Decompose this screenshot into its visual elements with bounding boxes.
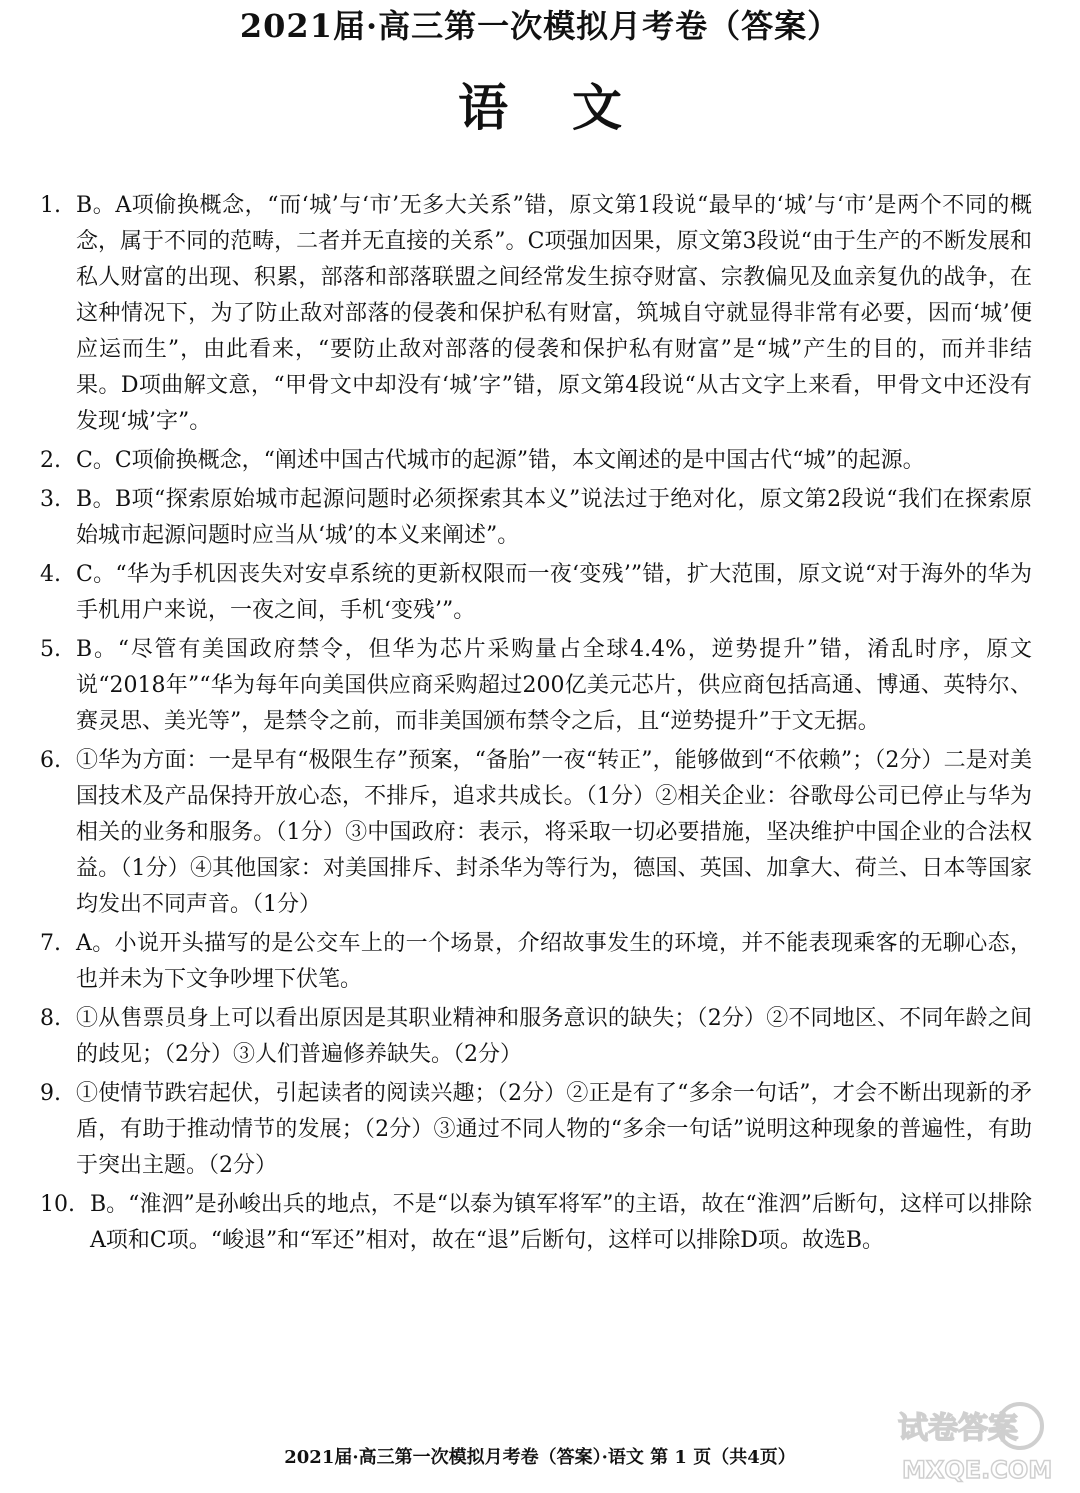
answer-number: 9. [40,1081,61,1106]
answer-text: B。B项“探索原始城市起源问题时必须探索其本义”说法过于绝对化，原文第2段说“我们在探索原始城市起源问题时应当从‘城’的本义来阐述”。 [76,487,1032,548]
watermark-site: MXQE.COM [902,1456,1053,1484]
answer-item [40,482,1032,554]
answer-text: B。“尽管有美国政府禁令，但华为芯片采购量占全球4.4%，逆势提升”错，淆乱时序，原文说“2018年”“华为每年向美国供应商采购超过200亿美元芯片，供应商包括高通、博通、英特尔、赛灵思、美光等”，是禁令之前，而非美国颁布禁令之后，且“逆势提升”于文无据。 [76,637,1032,734]
answer-number: 7. [40,931,61,956]
page-footer: 2021届·高三第一次模拟月考卷（答案）·语文 第 1 页（共4页） [284,1447,796,1468]
answer-item [40,743,1032,923]
answer-item [40,1187,1032,1259]
answer-text: B。A项偷换概念，“而‘城’与‘市’无多大关系”错，原文第1段说“最早的‘城’与‘市’是两个不同的概念，属于不同的范畴，二者并无直接的关系”。C项强加因果，原文第3段说“由于生产的不断发展和私人财富的出现、积累，部落和部落联盟之间经常发生掠夺财富、宗教偏见及血亲复仇的战争，在这种情况下，为了防止敌对部落的侵袭和保护私有财富，筑城自守就显得非常有必要，因而‘城’便应运而生”，由此看来，“要防止敌对部落的侵袭和保护私有财富”是“城”产生的目的，而并非结果。D项曲解文意，“甲骨文中却没有‘城’字”错，原文第4段说“从古文字上来看，甲骨文中还没有发现‘城’字”。 [76,193,1032,434]
answer-number: 1. [40,193,61,218]
answer-number: 4. [40,562,61,587]
answer-text: ①从售票员身上可以看出原因是其职业精神和服务意识的缺失；（2分）②不同地区、不同年龄之间的歧见；（2分）③人们普遍修养缺失。（2分） [76,1006,1032,1067]
page-title: 2021届·高三第一次模拟月考卷（答案） [239,7,841,45]
answer-number: 10. [40,1192,75,1217]
answer-text: ①使情节跌宕起伏，引起读者的阅读兴趣；（2分）②正是有了“多余一句话”，才会不断出现新的矛盾，有助于推动情节的发展；（2分）③通过不同人物的“多余一句话”说明这种现象的普遍性，有助于突出主题。（2分） [76,1081,1032,1178]
answer-number: 3. [40,487,61,512]
answer-item [40,557,1032,629]
answer-number: 8. [40,1006,61,1031]
answer-number: 6. [40,748,61,773]
watermark-logo [892,1398,1062,1488]
answer-item [40,632,1032,740]
answer-item [40,443,1032,479]
answer-text: C。“华为手机因丧失对安卓系统的更新权限而一夜‘变残’”错，扩大范围，原文说“对于海外的华为手机用户来说，一夜之间，手机‘变残’”。 [76,562,1032,623]
answer-number: 5. [40,637,61,662]
answer-number: 2. [40,448,61,473]
answer-item [40,1001,1032,1073]
answer-text: A。小说开头描写的是公交车上的一个场景，介绍故事发生的环境，并不能表现乘客的无聊心态，也并未为下文争吵埋下伏笔。 [76,931,1032,992]
answer-item [40,926,1032,998]
answer-item [40,188,1032,440]
answer-text: C。C项偷换概念，“阐述中国古代城市的起源”错，本文阐述的是中国古代“城”的起源。 [76,448,925,473]
answer-text: ①华为方面：一是早有“极限生存”预案，“备胎”一夜“转正”，能够做到“不依赖”；（2分）二是对美国技术及产品保持开放心态，不排斥，追求共成长。（1分）②相关企业：谷歌母公司已停止与华为相关的业务和服务。（1分）③中国政府：表示，将采取一切必要措施，坚决维护中国企业的合法权益。（1分）④其他国家：对美国排斥、封杀华为等行为，德国、英国、加拿大、荷兰、日本等国家均发出不同声音。（1分） [76,748,1032,917]
subject-heading: 语文 [458,78,686,137]
answer-text: B。“淮泗”是孙峻出兵的地点，不是“以泰为镇军将军”的主语，故在“淮泗”后断句，这样可以排除A项和C项。“峻退”和“军还”相对，故在“退”后断句，这样可以排除D项。故选B。 [90,1192,1032,1253]
watermark-text: 试卷答案 [898,1411,1018,1446]
answer-list [40,188,1032,1262]
answer-item [40,1076,1032,1184]
